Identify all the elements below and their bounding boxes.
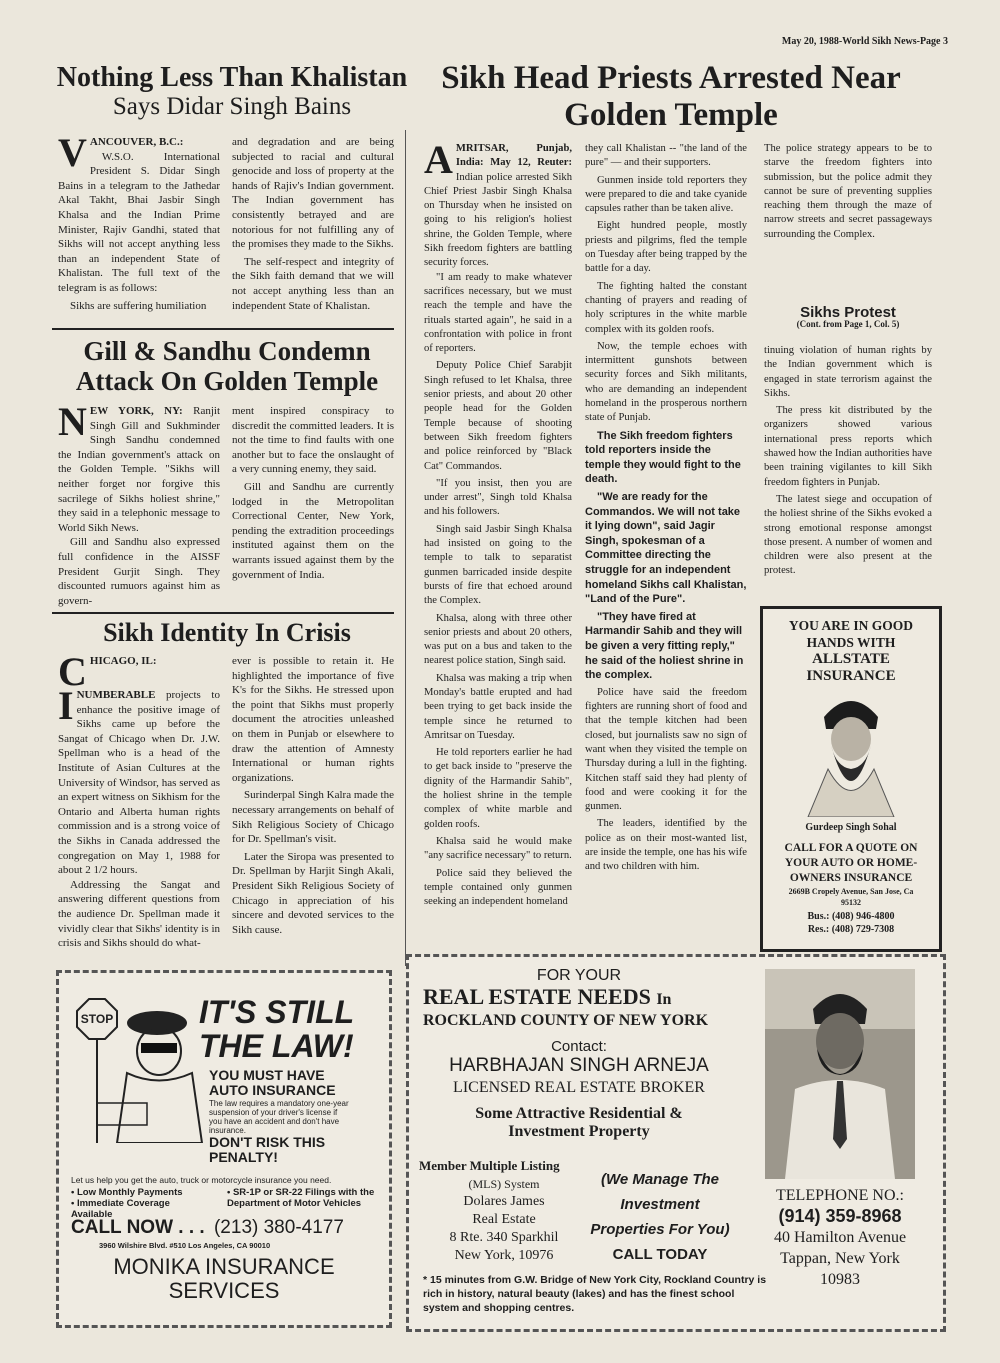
gill-dropcap: N	[58, 399, 87, 444]
realestate-manage-2: Investment	[620, 1196, 700, 1213]
paragraph: The leaders, identified by the police as on their most-wanted list, are inside the temple, one has his wife and two children with him.	[585, 818, 747, 873]
priests-col-3	[764, 142, 932, 245]
paragraph: W.S.O. International President S. Didar Singh Bains in a telegram to the Jathedar Akal Takht, Bhai Jasbir Singh Khalsa and the Indian Prime Minister, Rajiv Gandhi, stated that Sikhs will not accept anything less than an independent State of Khalistan. The full text of the telegram is as follows:	[58, 150, 220, 294]
monika-fine-print: The law requires a mandatory one-year suspension of your driver's license if you have an accident and don't have insurance.	[209, 1099, 349, 1135]
realestate-firm-4: New York, 10976	[454, 1248, 554, 1263]
paragraph: "I am ready to make whatever sacrifices necessary, but we must reach the temple and have the rituals started again", he said in a confrontation with police in front of reporters.	[424, 271, 572, 355]
paragraph: Gunmen inside told reporters they were prepared to die and take cyanide capsules rather than be taken alive.	[585, 174, 747, 215]
paragraph: "They have fired at Harmandir Sahib and they will be given a very fitting reply," he said of the holiest shrine in the complex.	[585, 610, 744, 682]
paragraph: ever is possible to retain it. He highlighted the importance of five K's for the Sikhs. He stressed upon the point that Sikhs must properly document the atrocities unleashed on them in Punjab or elsewhere to draw the attention of Amnesty International or human rights organizations.	[232, 655, 394, 784]
realestate-contact: Contact:	[551, 1038, 607, 1055]
paragraph: Surinderpal Singh Kalra made the necessary arrangements on behalf of Sikh Religious Society of Chicago for Dr. Spellman's visit.	[232, 789, 394, 846]
paragraph: Indian police arrested Sikh Chief Priest Jasbir Singh Khalsa on Thursday when he insisted on going to his religion's holiest shrine, the Golden Temple, where Sikh freedom fighters are battling security forces.	[424, 171, 572, 269]
monika-bullet-1: • Low Monthly Payments	[71, 1187, 183, 1198]
realestate-addr-2: Tappan, New York	[780, 1250, 900, 1267]
identity-col-1	[58, 649, 220, 954]
priests-col-1	[424, 137, 572, 912]
allstate-address: 2669B Cropely Avenue, San Jose, Ca	[788, 887, 914, 896]
monika-headline-1: IT'S STILL	[199, 994, 355, 1030]
paragraph: Police said they believed the temple contained only gunmen seeking an independent homeland	[424, 867, 572, 908]
realestate-addr-1: 40 Hamilton Avenue	[773, 1229, 907, 1246]
realestate-line-2: REAL ESTATE NEEDS	[423, 984, 651, 1009]
realestate-ad	[406, 954, 946, 1332]
monika-risk-2: PENALTY!	[209, 1149, 278, 1165]
gill-col-1	[58, 399, 221, 611]
paragraph: The latest siege and occupation of the holiest shrine of the Sikhs evoked a strong emotional response amongst those present. A number of women and children were also present at the protest.	[764, 493, 932, 577]
paragraph: Eight hundred people, mostly priests and pilgrims, fled the temple on Tuesday after being trapped by the battle for a day.	[585, 220, 747, 275]
paragraph: "We are ready for the Commandos. We will not take it lying down", said Jagir Singh, spokesman of a Committee directing the struggle for an independent homeland Sikhs call Khalistan, "Land of the Pure".	[585, 491, 747, 606]
priests-headline-2: Golden Temple	[564, 96, 778, 133]
monika-risk-1: DON'T RISK THIS	[209, 1134, 326, 1150]
monika-bullet-2: • Immediate Coverage Available	[71, 1198, 170, 1220]
realestate-tel-label: TELEPHONE NO.:	[776, 1187, 904, 1204]
allstate-cta-3: OWNERS INSURANCE	[789, 872, 913, 884]
allstate-bus-phone: Bus.: (408) 946-4800	[807, 911, 895, 922]
khalistan-headline: Nothing Less Than Khalistan	[56, 62, 408, 93]
policeman-illustration	[67, 993, 207, 1143]
identity-dropcap: C	[58, 649, 87, 694]
realestate-manage-1: (We Manage The	[600, 1171, 720, 1188]
monika-name-1: MONIKA INSURANCE	[113, 1254, 335, 1279]
agent-portrait	[806, 687, 896, 817]
paragraph: "If you insist, then you are under arrest", Singh told Khalsa and his followers.	[424, 477, 572, 518]
monika-phone: (213) 380-4177	[213, 1217, 344, 1238]
paragraph: they call Khalistan -- "the land of the pure" — and their supporters.	[585, 143, 747, 169]
paragraph: The fighting halted the constant chanting of prayers and reading of holy scriptures in the white marble complex with its golden roofs.	[585, 280, 747, 335]
realestate-firm-2: Real Estate	[472, 1212, 536, 1227]
allstate-res-phone: Res.: (408) 729-7308	[807, 924, 895, 935]
khalistan-lead: ANCOUVER, B.C.:	[89, 136, 184, 148]
protest-continuation: (Cont. from Page 1, Col. 5)	[796, 319, 900, 329]
realestate-addr-3: 10983	[820, 1271, 860, 1288]
paragraph: and degradation and are being subjected to racial and cultural genocide and loss of property at the hands of Rajiv's Indian government. The Indian government has consistently betrayed and are notorious for not fulfilling any of the promises they made to the Sikhs.	[232, 136, 394, 251]
allstate-line-1: YOU ARE IN GOOD	[788, 618, 914, 633]
monika-bullet-3: • SR-1P or SR-22 Filings with the Department of Motor Vehicles	[227, 1187, 375, 1209]
monika-headline-2: THE LAW!	[199, 1028, 354, 1064]
realestate-mls-2: (MLS) System	[468, 1177, 540, 1191]
priests-article	[416, 60, 926, 134]
realestate-firm-3: 8 Rte. 340 Sparkhil	[449, 1230, 559, 1245]
realestate-mls-1: Member Multiple Listing	[419, 1158, 560, 1173]
broker-photo	[765, 969, 915, 1179]
allstate-ad	[760, 606, 942, 952]
monika-sub-2: AUTO INSURANCE	[209, 1082, 336, 1098]
paragraph: Gill and Sandhu also expressed full confidence in the AISSF President Gurjit Singh. They discounted rumuors against him as govern-	[58, 536, 220, 607]
paragraph: Singh said Jasbir Singh Khalsa had insisted on going to the temple to talk to separatist gunmen barricaded inside despite bursts of fire that echoed around the Complex.	[424, 523, 572, 607]
allstate-line-2: HANDS WITH	[806, 635, 896, 650]
paragraph: Gill and Sandhu are currently lodged in the Metropolitan Correctional Center, New York, pending the extradition proceedings instituted against them on the warrants issued against them by the government of India.	[232, 480, 394, 581]
allstate-line-3: ALLSTATE	[812, 651, 890, 667]
paragraph: Now, the temple echoes with intermittent gunshots between security forces and Sikh militants, who are demanding an independent homeland in the prosperous northern state of Punjab.	[585, 340, 747, 424]
paragraph: Later the Siropa was presented to Dr. Spellman by Harjit Singh Akali, President Sikh Religious Society of Chicago in appreciation of his sincere and devoted services to the Sikh cause.	[232, 850, 394, 936]
monika-address: 3960 Wilshire Blvd. #510 Los Angeles, CA 90010	[99, 1241, 271, 1250]
khalistan-subheadline: Says Didar Singh Bains	[112, 93, 352, 121]
monika-help: Let us help you get the auto, truck or motorcycle insurance you need.	[71, 1175, 332, 1185]
gill-lead: EW YORK, NY:	[89, 405, 183, 417]
stop-sign-text: STOP	[80, 1012, 114, 1026]
allstate-zip: 95132	[841, 898, 861, 907]
realestate-props-2: Investment Property	[508, 1123, 650, 1140]
protest-body	[764, 344, 932, 582]
paragraph: tinuing violation of human rights by the Indian government which is engaged in state terrorism against the Sikhs.	[764, 345, 932, 399]
priests-dropcap: A	[424, 137, 453, 182]
realestate-line-2b: In	[656, 991, 672, 1008]
monika-ad	[56, 970, 392, 1328]
khalistan-dropcap: V	[58, 130, 87, 175]
realestate-call-today: CALL TODAY	[612, 1246, 708, 1263]
paragraph: Police have said the freedom fighters are running short of food and that the temple kitchen had been closed, but journalists saw no sign of want when they visited the temple on Thursday during a lull in the fighting. Kitchen staff said they had plenty of food and were cooking it for the gunmen.	[585, 686, 747, 813]
allstate-cta-1: CALL FOR A QUOTE ON	[784, 842, 918, 854]
gill-article	[52, 336, 402, 396]
identity-headline: Sikh Identity In Crisis	[103, 618, 351, 647]
identity-lead: HICAGO, IL:	[89, 655, 157, 667]
paragraph: Deputy Police Chief Sarabjit Singh refused to let Khalsa, three senior priests, and about 20 other people head for the Golden Temple because of shooting between Sikh freedom fighters and police reinforced by "Black Cat" Commandos.	[424, 360, 572, 472]
identity-lead-2: NUMBERABLE	[76, 689, 156, 701]
divider	[52, 328, 394, 330]
paragraph: The press kit distributed by the organizers showed various international press reports which shawed how the Indian authorities have been training vigilantes to kill Sikh freedom fighters in Punjab.	[764, 405, 932, 488]
identity-dropcap-2: I	[58, 683, 74, 728]
priests-headline: Sikh Head Priests Arrested Near	[441, 60, 901, 96]
paragraph: Addressing the Sangat and answering different questions from the audience Dr. Spellman made it vividly clear that Sikhs' identity is in crisis and Sikhs should do what-	[58, 878, 220, 950]
khalistan-article	[52, 62, 412, 121]
paragraph: ment inspired conspiracy to discredit the committed leaders. It is not the time to find faults with one another but to face the onslaught of a very cunning enemy, they said.	[232, 405, 394, 476]
realestate-tel: (914) 359-8968	[778, 1206, 902, 1226]
gill-headline: Gill & Sandhu Condemn	[83, 336, 371, 366]
monika-sub-1: YOU MUST HAVE	[209, 1067, 325, 1083]
realestate-firm-1: Dolares James	[463, 1194, 545, 1209]
paragraph: The police strategy appears to be to starve the freedom fighters into submission, but the police admit they cannot be sure of preventing supplies reaching them through the maze of narrow streets and secret passageways surrounding the Complex.	[764, 143, 932, 240]
paragraph: Ranjit Singh Gill and Sukhminder Singh Sandhu condemned the Indian government's attack on the Golden Temple. "Sikhs will neither forget nor forgive this sacrilege of Sikhs holiest shrine," they said in a telephonic message to World Sikh News.	[58, 405, 221, 534]
agent-name: Gurdeep Singh Sohal	[805, 822, 897, 833]
paragraph: He told reporters earlier he had to get back inside to "preserve the dignity of the Harmandir Sahib", the holiest shrine in the temple complex of white marble and golden roofs.	[424, 747, 572, 830]
realestate-line-1: FOR YOUR	[536, 967, 622, 984]
divider	[52, 612, 394, 614]
monika-name-2: SERVICES	[168, 1278, 280, 1303]
paragraph: The Sikh freedom fighters told reporters inside the temple they would fight to the death.	[585, 429, 741, 486]
monika-headline	[199, 995, 354, 1063]
paragraph: Sikhs are suffering humiliation	[70, 299, 207, 312]
gill-col-2	[232, 404, 394, 585]
realestate-line-3: ROCKLAND COUNTY OF NEW YORK	[423, 1012, 709, 1029]
paragraph: Khalsa said he would make "any sacrifice necessary" to return.	[424, 835, 572, 862]
allstate-line-4: INSURANCE	[806, 668, 896, 684]
paragraph: Khalsa was making a trip when Monday's battle erupted and had been trying to get back inside the temple since he returned to Amritsar on Tuesday.	[424, 672, 572, 741]
realestate-manage-3: Properties For You)	[590, 1221, 730, 1238]
paragraph: projects to enhance the positive image of Sikhs came up before the Sangat of Chicago when Dr. J.W. Spellman who is a head of the Institute of Asian Cultures at the University of Windsor, has served as an expert witness on Sikhism for the Ontario and Alberta human rights commission and is a strong voice of the Sikhs in Canada addressed the congregation on May 1, 1988 for about 2 1/2 hours.	[58, 689, 220, 877]
priests-col-2	[585, 142, 747, 878]
realestate-broker-name: HARBHAJAN SINGH ARNEJA	[449, 1055, 709, 1076]
paragraph: Khalsa, along with three other senior priests and about 20 others, was put on a bus and taken to the nearest police station, Singh said.	[424, 612, 572, 667]
column-rule	[405, 130, 406, 966]
realestate-footnote: * 15 minutes from G.W. Bridge of New York City, Rockland Country is rich in history, natural beauty (lakes) and has the finest school system and shopping centres.	[423, 1274, 767, 1314]
khalistan-col-2	[232, 135, 394, 316]
khalistan-col-1	[58, 130, 220, 316]
allstate-cta-2: YOUR AUTO OR HOME-	[784, 857, 918, 869]
monika-call-now: CALL NOW . . .	[71, 1217, 205, 1238]
protest-headline: Sikhs Protest	[800, 304, 896, 321]
gill-headline-2: Attack On Golden Temple	[75, 366, 379, 397]
protest-header	[764, 304, 932, 329]
realestate-broker-title: LICENSED REAL ESTATE BROKER	[453, 1079, 705, 1096]
paragraph: The self-respect and integrity of the Sikh faith demand that we will not accept anything less than an independent State of Khalistan.	[232, 255, 394, 312]
identity-col-2	[232, 654, 394, 940]
realestate-props-1: Some Attractive Residential &	[475, 1105, 683, 1122]
priests-lead: MRITSAR, Punjab, India: May 12, Reuter:	[455, 143, 572, 169]
dateline: May 20, 1988-World Sikh News-Page 3	[781, 36, 948, 47]
